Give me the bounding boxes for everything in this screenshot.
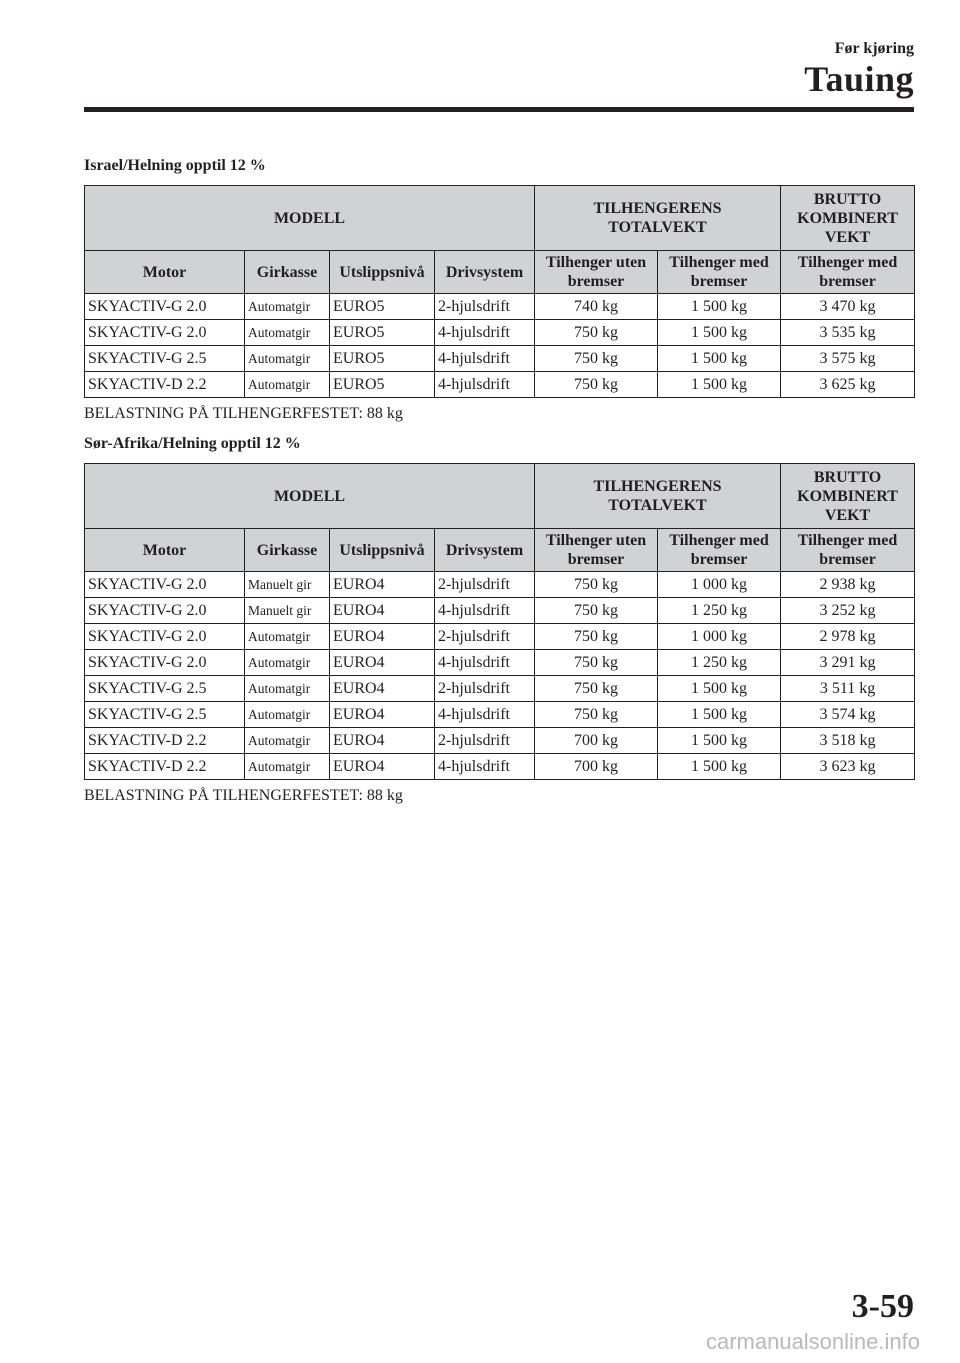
drivsystem-cell: 4-hjulsdrift: [435, 346, 535, 372]
uten-bremser-cell: 740 kg: [535, 294, 658, 320]
motor-cell: SKYACTIV-G 2.0: [85, 572, 245, 598]
utslippsniva-cell: EURO4: [330, 728, 435, 754]
header-row-group: [85, 186, 915, 251]
table-row: [85, 572, 915, 598]
table-row: [85, 598, 915, 624]
brutto-cell: 3 535 kg: [781, 320, 915, 346]
uten-bremser-cell: 750 kg: [535, 572, 658, 598]
uten-bremser-cell: 750 kg: [535, 598, 658, 624]
utslippsniva-cell: EURO5: [330, 372, 435, 398]
utslippsniva-cell: EURO4: [330, 624, 435, 650]
girkasse-cell: Automatgir: [245, 320, 330, 346]
girkasse-cell: Automatgir: [245, 372, 330, 398]
table-row: [85, 754, 915, 780]
med-bremser-cell: 1 500 kg: [658, 754, 781, 780]
girkasse-cell: Manuelt gir: [245, 572, 330, 598]
modell-header: MODELL: [85, 186, 535, 251]
brutto-cell: 3 518 kg: [781, 728, 915, 754]
table-row: [85, 728, 915, 754]
utslippsniva-cell: EURO4: [330, 598, 435, 624]
table-row: [85, 320, 915, 346]
utslippsniva-header: Utslippsnivå: [330, 529, 435, 572]
page-content: [84, 156, 914, 816]
uten-bremser-cell: 750 kg: [535, 624, 658, 650]
med-bremser-cell: 1 500 kg: [658, 728, 781, 754]
utslippsniva-cell: EURO4: [330, 572, 435, 598]
motor-cell: SKYACTIV-G 2.0: [85, 294, 245, 320]
brutto-kombinert-vekt-header: BRUTTO KOMBINERT VEKT: [781, 464, 915, 529]
motor-cell: SKYACTIV-D 2.2: [85, 728, 245, 754]
girkasse-cell: Automatgir: [245, 650, 330, 676]
utslippsniva-header: Utslippsnivå: [330, 251, 435, 294]
utslippsniva-cell: EURO5: [330, 320, 435, 346]
brutto-cell: 3 574 kg: [781, 702, 915, 728]
uten-bremser-cell: 750 kg: [535, 346, 658, 372]
med-bremser-cell: 1 000 kg: [658, 572, 781, 598]
med-bremser-cell: 1 500 kg: [658, 346, 781, 372]
med-bremser-cell: 1 250 kg: [658, 598, 781, 624]
drivsystem-header: Drivsystem: [435, 529, 535, 572]
uten-bremser-cell: 750 kg: [535, 650, 658, 676]
med-bremser-cell: 1 500 kg: [658, 702, 781, 728]
brutto-cell: 3 470 kg: [781, 294, 915, 320]
towing-weight-table: [84, 185, 915, 398]
med-bremser-cell: 1 500 kg: [658, 294, 781, 320]
drivsystem-cell: 4-hjulsdrift: [435, 320, 535, 346]
med-bremser-cell: 1 500 kg: [658, 676, 781, 702]
motor-header: Motor: [85, 251, 245, 294]
utslippsniva-cell: EURO5: [330, 346, 435, 372]
motor-cell: SKYACTIV-G 2.0: [85, 320, 245, 346]
drivsystem-cell: 4-hjulsdrift: [435, 650, 535, 676]
header-rule: [84, 107, 914, 112]
drivsystem-cell: 4-hjulsdrift: [435, 754, 535, 780]
drivsystem-cell: 2-hjulsdrift: [435, 294, 535, 320]
brutto-cell: 2 938 kg: [781, 572, 915, 598]
girkasse-cell: Automatgir: [245, 676, 330, 702]
drivsystem-cell: 4-hjulsdrift: [435, 598, 535, 624]
utslippsniva-cell: EURO4: [330, 676, 435, 702]
uten-bremser-cell: 700 kg: [535, 728, 658, 754]
hitch-load-note: BELASTNING PÅ TILHENGERFESTET: 88 kg: [84, 405, 403, 422]
girkasse-cell: Automatgir: [245, 754, 330, 780]
table-row: [85, 294, 915, 320]
drivsystem-cell: 2-hjulsdrift: [435, 624, 535, 650]
table-row: [85, 702, 915, 728]
table-row: [85, 676, 915, 702]
girkasse-cell: Automatgir: [245, 702, 330, 728]
page-title: Tauing: [804, 59, 914, 99]
header-row-columns: [85, 251, 915, 294]
drivsystem-header: Drivsystem: [435, 251, 535, 294]
uten-bremser-cell: 750 kg: [535, 676, 658, 702]
motor-cell: SKYACTIV-G 2.0: [85, 624, 245, 650]
girkasse-cell: Automatgir: [245, 728, 330, 754]
girkasse-cell: Automatgir: [245, 346, 330, 372]
motor-cell: SKYACTIV-G 2.5: [85, 676, 245, 702]
motor-cell: SKYACTIV-G 2.5: [85, 702, 245, 728]
tilhenger-uten-bremser-header: Tilhenger uten bremser: [535, 251, 658, 294]
brutto-cell: 2 978 kg: [781, 624, 915, 650]
motor-cell: SKYACTIV-G 2.5: [85, 346, 245, 372]
brutto-cell: 3 575 kg: [781, 346, 915, 372]
utslippsniva-cell: EURO5: [330, 294, 435, 320]
tilhenger-med-bremser-brutto-header: Tilhenger med bremser: [781, 251, 915, 294]
table-title: Israel/Helning opptil 12 %: [84, 157, 266, 174]
girkasse-header: Girkasse: [245, 251, 330, 294]
tilhenger-med-bremser-brutto-header: Tilhenger med bremser: [781, 529, 915, 572]
drivsystem-cell: 2-hjulsdrift: [435, 676, 535, 702]
brutto-cell: 3 625 kg: [781, 372, 915, 398]
header-row-group: [85, 464, 915, 529]
motor-cell: SKYACTIV-G 2.0: [85, 598, 245, 624]
table-row: [85, 650, 915, 676]
towing-weight-table: [84, 463, 915, 780]
uten-bremser-cell: 750 kg: [535, 372, 658, 398]
utslippsniva-cell: EURO4: [330, 754, 435, 780]
brutto-cell: 3 291 kg: [781, 650, 915, 676]
med-bremser-cell: 1 500 kg: [658, 320, 781, 346]
girkasse-cell: Automatgir: [245, 624, 330, 650]
drivsystem-cell: 4-hjulsdrift: [435, 372, 535, 398]
tilhenger-med-bremser-header: Tilhenger med bremser: [658, 529, 781, 572]
drivsystem-cell: 2-hjulsdrift: [435, 572, 535, 598]
page-number: 3-59: [851, 1288, 914, 1325]
header-row-columns: [85, 529, 915, 572]
utslippsniva-cell: EURO4: [330, 702, 435, 728]
motor-header: Motor: [85, 529, 245, 572]
tilhenger-uten-bremser-header: Tilhenger uten bremser: [535, 529, 658, 572]
tilhengerens-totalvekt-header: TILHENGERENS TOTALVEKT: [535, 464, 781, 529]
girkasse-cell: Automatgir: [245, 294, 330, 320]
girkasse-header: Girkasse: [245, 529, 330, 572]
brutto-cell: 3 252 kg: [781, 598, 915, 624]
section-label: Før kjøring: [834, 40, 914, 57]
med-bremser-cell: 1 250 kg: [658, 650, 781, 676]
table-title: Sør-Afrika/Helning opptil 12 %: [84, 435, 301, 452]
tilhengerens-totalvekt-header: TILHENGERENS TOTALVEKT: [535, 186, 781, 251]
hitch-load-note: BELASTNING PÅ TILHENGERFESTET: 88 kg: [84, 787, 403, 804]
med-bremser-cell: 1 000 kg: [658, 624, 781, 650]
girkasse-cell: Manuelt gir: [245, 598, 330, 624]
uten-bremser-cell: 750 kg: [535, 320, 658, 346]
drivsystem-cell: 2-hjulsdrift: [435, 728, 535, 754]
utslippsniva-cell: EURO4: [330, 650, 435, 676]
table-row: [85, 372, 915, 398]
motor-cell: SKYACTIV-D 2.2: [85, 372, 245, 398]
uten-bremser-cell: 750 kg: [535, 702, 658, 728]
brutto-kombinert-vekt-header: BRUTTO KOMBINERT VEKT: [781, 186, 915, 251]
table-row: [85, 346, 915, 372]
watermark: carmanualsonline.info: [705, 1329, 920, 1354]
drivsystem-cell: 4-hjulsdrift: [435, 702, 535, 728]
brutto-cell: 3 623 kg: [781, 754, 915, 780]
modell-header: MODELL: [85, 464, 535, 529]
motor-cell: SKYACTIV-D 2.2: [85, 754, 245, 780]
table-row: [85, 624, 915, 650]
tilhenger-med-bremser-header: Tilhenger med bremser: [658, 251, 781, 294]
motor-cell: SKYACTIV-G 2.0: [85, 650, 245, 676]
uten-bremser-cell: 700 kg: [535, 754, 658, 780]
med-bremser-cell: 1 500 kg: [658, 372, 781, 398]
brutto-cell: 3 511 kg: [781, 676, 915, 702]
